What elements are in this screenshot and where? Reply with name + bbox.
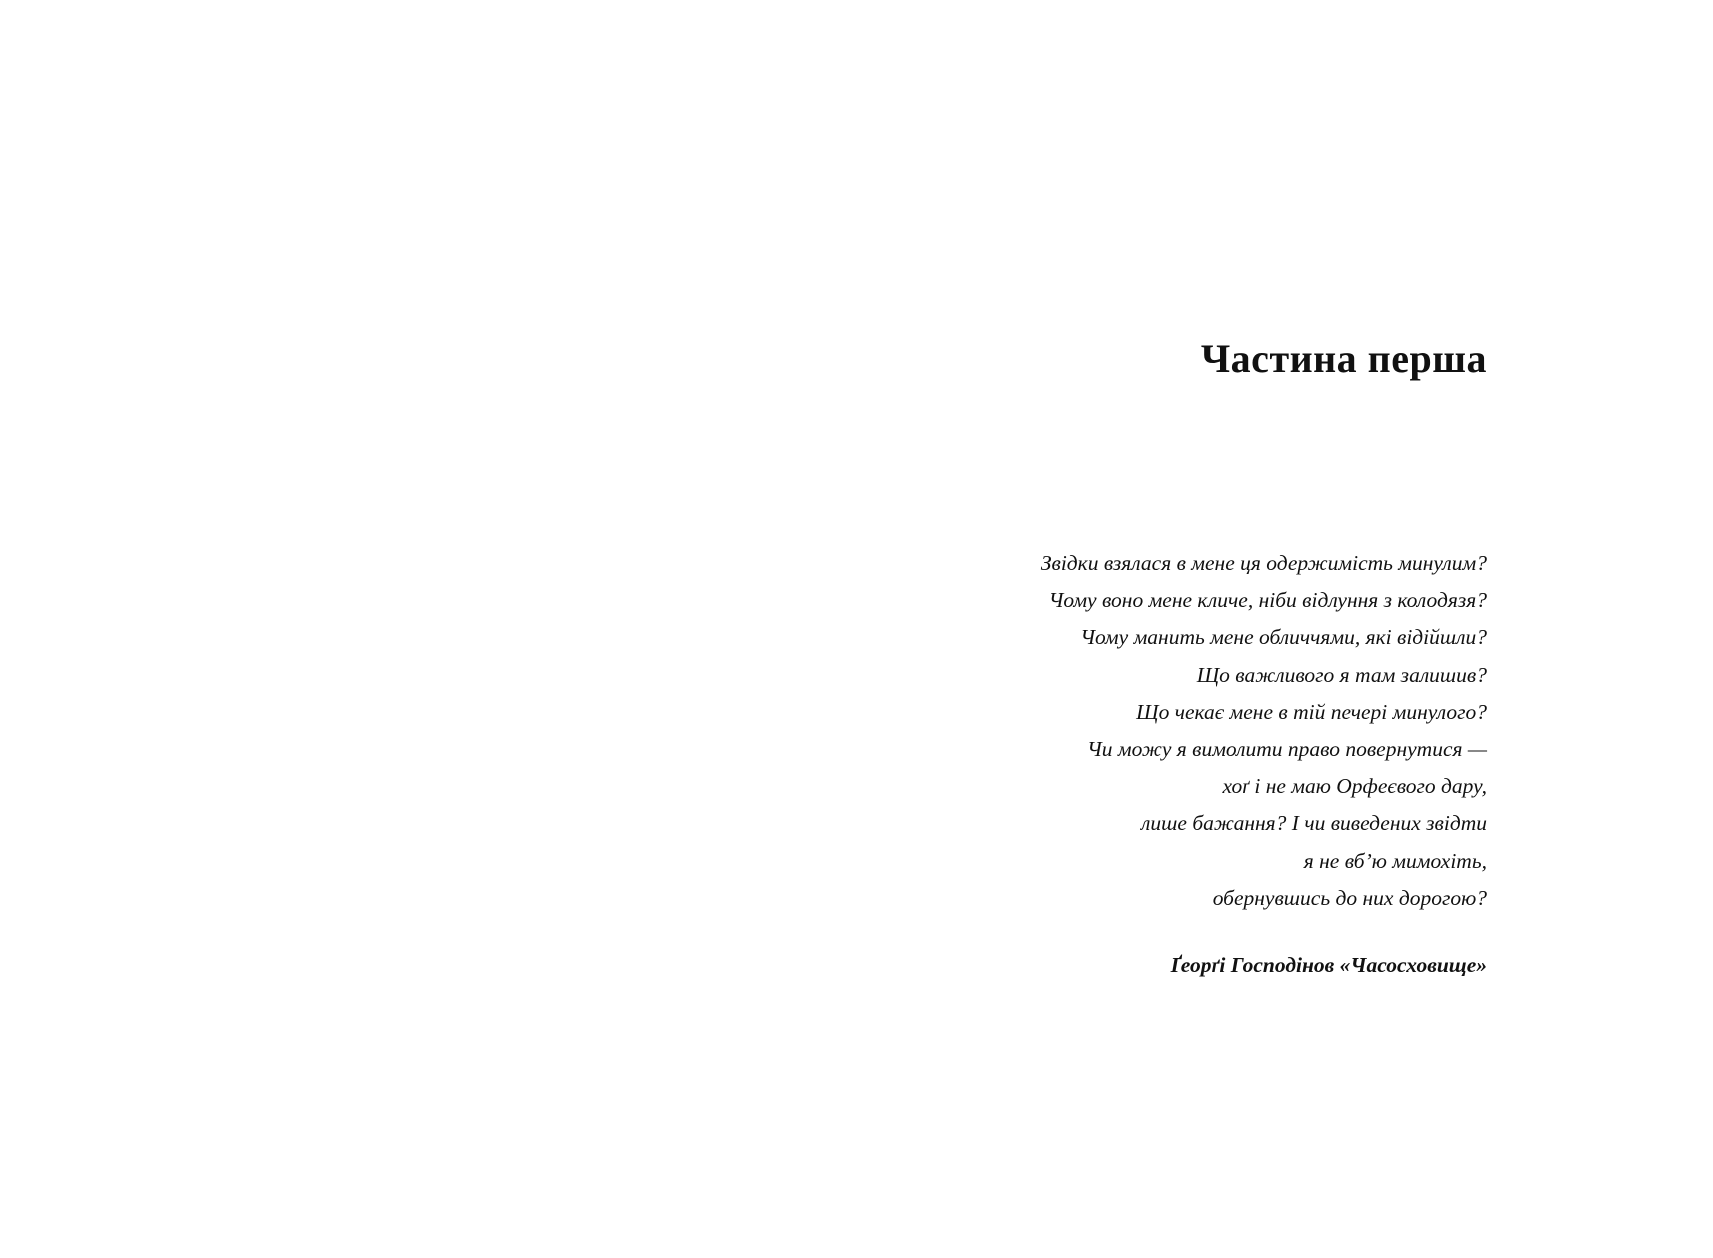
page-title: Частина перша [1200, 335, 1487, 381]
epigraph-line: Чому воно мене кличе, ніби відлуння з колодязя? [1048, 588, 1487, 613]
epigraph-line: обернувшись до них дорогою? [1212, 885, 1487, 910]
left-blank-page [0, 0, 856, 1258]
epigraph-line: я не вб’ю мимохіть, [1303, 848, 1487, 873]
right-page [856, 0, 1713, 1258]
epigraph-line: лише бажання? І чи виведених звідти [1141, 811, 1487, 836]
epigraph-line: Чому манить мене обличчями, які відійшли? [1080, 625, 1487, 650]
epigraph-line: Що чекає мене в тій печері минулого? [1136, 699, 1487, 724]
epigraph-line: хоґ і не маю Орфеєвого дару, [1222, 774, 1487, 799]
epigraph-line: Що важливого я там залишив? [1196, 662, 1487, 687]
epigraph-line: Чи можу я вимолити право повернутися — [1086, 737, 1487, 762]
epigraph-block [916, 545, 1487, 979]
epigraph-line: Звідки взялася в мене ця одержимість минулим? [1040, 551, 1487, 575]
epigraph-source: Ґеорґі Господінов «Часосховище» [1170, 953, 1487, 978]
